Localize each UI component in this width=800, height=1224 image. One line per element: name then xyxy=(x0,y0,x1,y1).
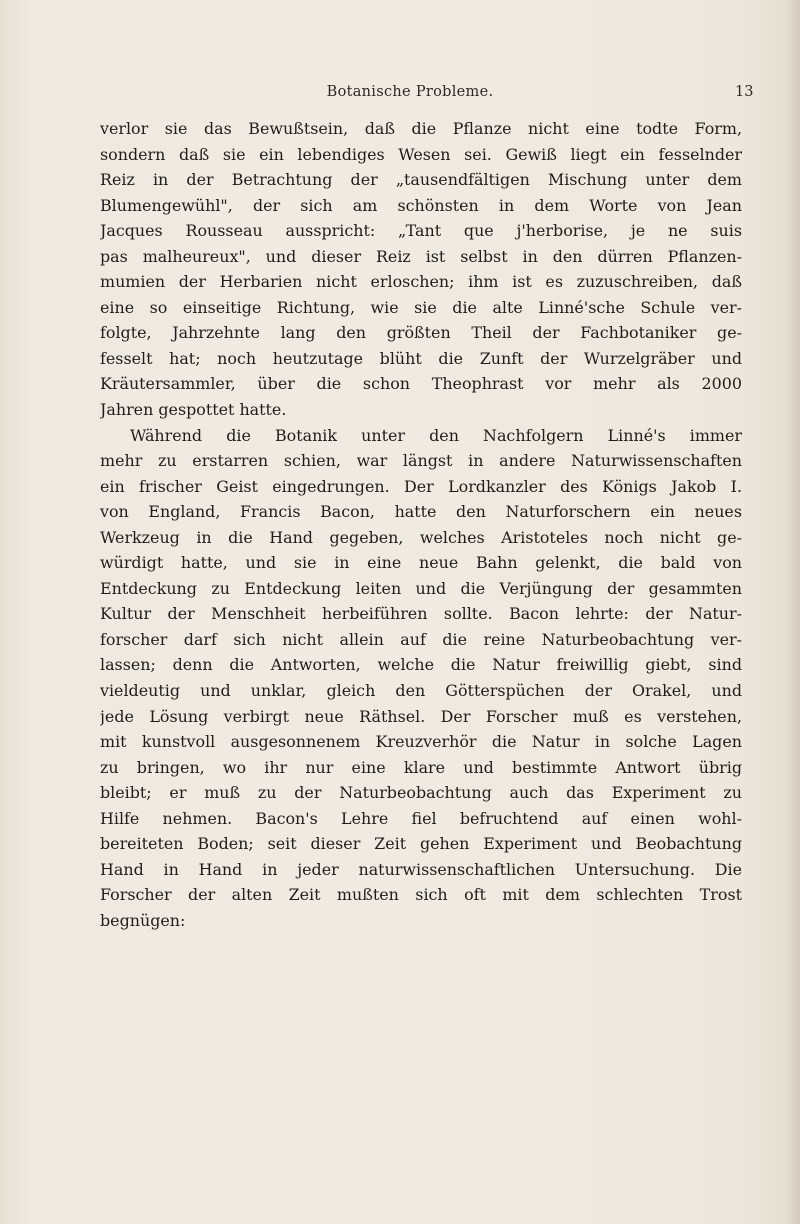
page-number: 13 xyxy=(735,84,754,100)
text-line: jede Lösung verbirgt neue Räthsel. Der Forscher muß es verstehen, xyxy=(100,706,742,726)
text-line: bereiteten Boden; seit dieser Zeit gehen Experiment und Beobachtung xyxy=(100,834,742,854)
text-line: vieldeutig und unklar, gleich den Götterspüchen der Orakel, und xyxy=(100,681,742,701)
text-line: Reiz in der Betrachtung der „tausendfältigen Mischung unter dem xyxy=(100,170,742,190)
text-line: Jacques Rousseau ausspricht: „Tant que j'herborise, je ne suis xyxy=(100,221,742,241)
text-line: fesselt hat; noch heutzutage blüht die Zunft der Wurzelgräber und xyxy=(100,348,742,368)
text-line: ein frischer Geist eingedrungen. Der Lordkanzler des Königs Jakob I. xyxy=(100,476,742,496)
text-line: Werkzeug in die Hand gegeben, welches Aristoteles noch nicht ge- xyxy=(100,527,742,547)
text-line: lassen; denn die Antworten, welche die Natur freiwillig giebt, sind xyxy=(100,655,742,675)
text-line: bleibt; er muß zu der Naturbeobachtung auch das Experiment zu xyxy=(100,783,742,803)
text-line: würdigt hatte, und sie in eine neue Bahn gelenkt, die bald von xyxy=(100,553,742,573)
text-line: verlor sie das Bewußtsein, daß die Pflanze nicht eine todte Form, xyxy=(100,119,742,138)
text-line: eine so einseitige Richtung, wie sie die alte Linné'sche Schule ver- xyxy=(100,297,742,317)
text-line: Kräutersammler, über die schon Theophrast vor mehr als 2000 xyxy=(100,374,742,394)
body-text xyxy=(100,116,742,934)
text-line: zu bringen, wo ihr nur eine klare und bestimmte Antwort übrig xyxy=(100,757,742,777)
running-head xyxy=(0,84,800,108)
text-line: Entdeckung zu Entdeckung leiten und die Verjüngung der gesammten xyxy=(100,578,742,598)
text-line: mit kunstvoll ausgesonnenem Kreuzverhör die Natur in solche Lagen xyxy=(100,732,742,752)
text-line: Während die Botanik unter den Nachfolgern Linné's immer xyxy=(130,425,742,445)
text-line: Hilfe nehmen. Bacon's Lehre fiel befruchtend auf einen wohl- xyxy=(100,808,742,828)
text-line: von England, Francis Bacon, hatte den Naturforschern ein neues xyxy=(100,502,742,522)
text-line: Blumengewühl", der sich am schönsten in dem Worte von Jean xyxy=(100,195,742,215)
text-line: forscher darf sich nicht allein auf die reine Naturbeobachtung ver- xyxy=(100,629,742,649)
text-line: pas malheureux", und dieser Reiz ist selbst in den dürren Pflanzen- xyxy=(100,246,742,266)
text-line: sondern daß sie ein lebendiges Wesen sei. Gewiß liegt ein fesselnder xyxy=(100,144,742,164)
text-line: begnügen: xyxy=(100,910,186,930)
text-line: folgte, Jahrzehnte lang den größten Theil der Fachbotaniker ge- xyxy=(100,323,742,343)
text-line: Kultur der Menschheit herbeiführen sollte. Bacon lehrte: der Natur- xyxy=(100,604,742,624)
page-edge-shadow xyxy=(786,0,800,1224)
running-title: Botanische Probleme. xyxy=(326,84,494,100)
text-line: Hand in Hand in jeder naturwissenschaftlichen Untersuchung. Die xyxy=(100,859,742,879)
text-line: Forscher der alten Zeit mußten sich oft mit dem schlechten Trost xyxy=(100,885,742,905)
text-line: Jahren gespottet hatte. xyxy=(100,400,287,420)
text-line: mumien der Herbarien nicht erloschen; ihm ist es zuzuschreiben, daß xyxy=(100,272,742,292)
text-line: mehr zu erstarren schien, war längst in andere Naturwissenschaften xyxy=(100,451,742,471)
